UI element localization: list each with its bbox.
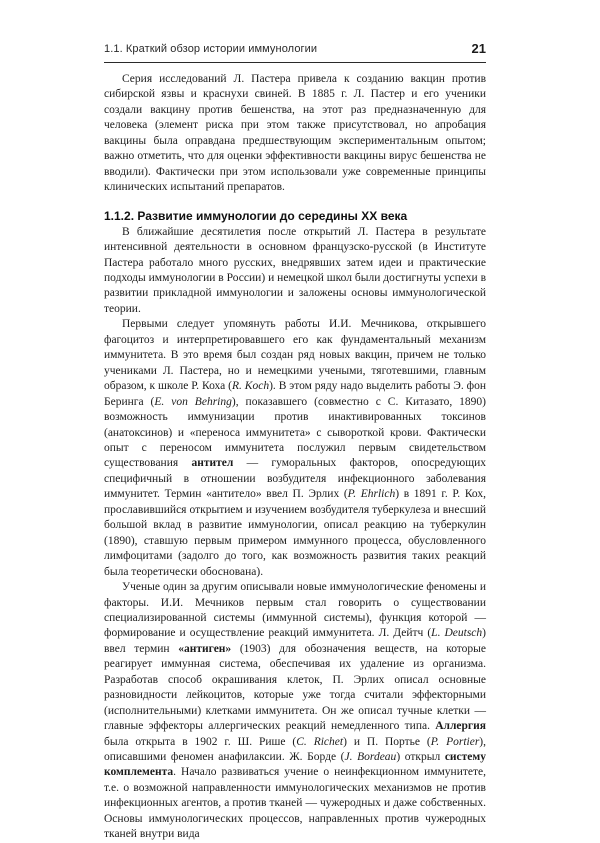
- text-run: — гуморальных факторов, опосредующих специфичный в отношении возбудителя инфекционного заболевания иммунитет. Термин «антитело» ввел П. Эрлих (: [104, 457, 486, 501]
- paragraph: [104, 580, 486, 843]
- text-run: ), показавшего (совместно с С. Китазато, 1890) возможность иммунизации против инактивированных токсинов (анатоксинов) и «переноса иммунитета» с сывороткой крови. Фактически опыт с переносом иммунитета послужил первым свидетельством существования: [104, 395, 487, 470]
- latin-name: C. Richet: [296, 735, 344, 748]
- text-run: ) ввел термин: [104, 627, 486, 655]
- body-text: [104, 72, 486, 843]
- running-title: 1.1. Краткий обзор истории иммунологии: [104, 43, 318, 55]
- text-run: была открыта в 1902 г. Ш. Рише (: [104, 735, 297, 748]
- text-run: ). В этом ряду надо выделить работы Э. фон Беринга (: [104, 380, 486, 408]
- section-heading: 1.1.2. Развитие иммунологии до середины XX века: [104, 208, 408, 223]
- text-run: ) в 1891 г. Р. Кох, прославившийся открытием и изучением возбудителя туберкулеза и внесший большой вклад в развитие иммунологии, описал реакцию на туберкулин (1890), ставшую первым примером иммунного процесса, обусловленного лимфоцитами (задолго до того, как возможность развития таких реакций была теоретически обоснована).: [104, 488, 487, 578]
- text-run: Ученые один за другим описывали новые иммунологические феномены и факторы. И.И. Мечников первым стал говорить о существовании специализированной системы (иммунной системы), функция которой — формирование и осуществление реакций иммунитета. Л. Дейтч (: [104, 581, 486, 640]
- latin-name: E. von Behring: [154, 395, 232, 408]
- paragraph: [104, 317, 486, 580]
- paragraph: [104, 225, 486, 318]
- running-header: [104, 40, 486, 63]
- text-run: В ближайшие десятилетия после открытий Л. Пастера в результате интенсивной деятельности в основном французско-русской (в Институте Пастера работало много русских, внедрявших затем идеи и практические подходы иммунологии в России) и немецкой школ были достигнуты успехи в развитии прикладной иммунологии и заложены основы иммунологической теории.: [104, 225, 486, 315]
- latin-name: R. Koch: [231, 380, 270, 393]
- text-run: Первыми следует упомянуть работы И.И. Мечникова, открывшего фагоцитоз и интерпретировавшего его как фундаментальный механизм иммунитета. В это время был создан ряд новых вакцин, причем не только учениками Л. Пастера, но и немецкими учеными, тяготевшими, главным образом, к школе Р. Коха (: [104, 318, 486, 393]
- key-term: «антиген»: [178, 642, 232, 655]
- latin-name: L. Deutsch: [431, 627, 483, 640]
- text-run: ) и П. Портье (: [343, 735, 431, 748]
- text-run: (1903) для обозначения веществ, на которые реагирует иммунная система, обеспечивая их удаление из организма. Разработав способ окрашивания клеток, П. Эрлих описал основные разновидности лейкоцитов, которые уже тогда считали эффекторными (исполнительными) клетками иммунитета. Он же описал тучные клетки — главные эффекторы аллергических реакций немедленного типа.: [104, 642, 486, 733]
- text-run: ), описавшими феномен анафилаксии. Ж. Борде (: [104, 735, 487, 764]
- latin-name: P. Portier: [430, 735, 480, 748]
- text-run: Серия исследований Л. Пастера привела к созданию вакцин против сибирской язвы и краснухи свиней. В 1885 г. Л. Пастер и его ученики создали вакцину против бешенства, на этот раз предназначенную для человека (элемент риска при этом также присутствовал, но апробация вакцины была оправдана предшествующим экспериментальным опытом; важно отметить, что для оценки эффективности вакцины вирус бешенства не вводили). Фактически при этом использовали уже современные принципы клинических испытаний препаратов.: [104, 73, 486, 194]
- text-run: . Начало развиваться учение о неинфекционном иммунитете, т.е. о возможной направленности иммунологических механизмов не против инфекционных агентов, а против тканей — чужеродных и даже собственных. Основы иммунологических процессов, направленных против чужеродных тканей внутри вида: [104, 766, 486, 841]
- latin-name: J. Bordeau: [344, 751, 397, 764]
- key-term: антител: [191, 457, 234, 470]
- page-number: 21: [471, 41, 486, 56]
- latin-name: P. Ehrlich: [347, 488, 396, 501]
- text-run: ) открыл: [396, 751, 445, 764]
- key-term: систему комплемента: [104, 751, 486, 779]
- key-term: Аллергия: [435, 720, 486, 733]
- paragraph: [104, 72, 486, 196]
